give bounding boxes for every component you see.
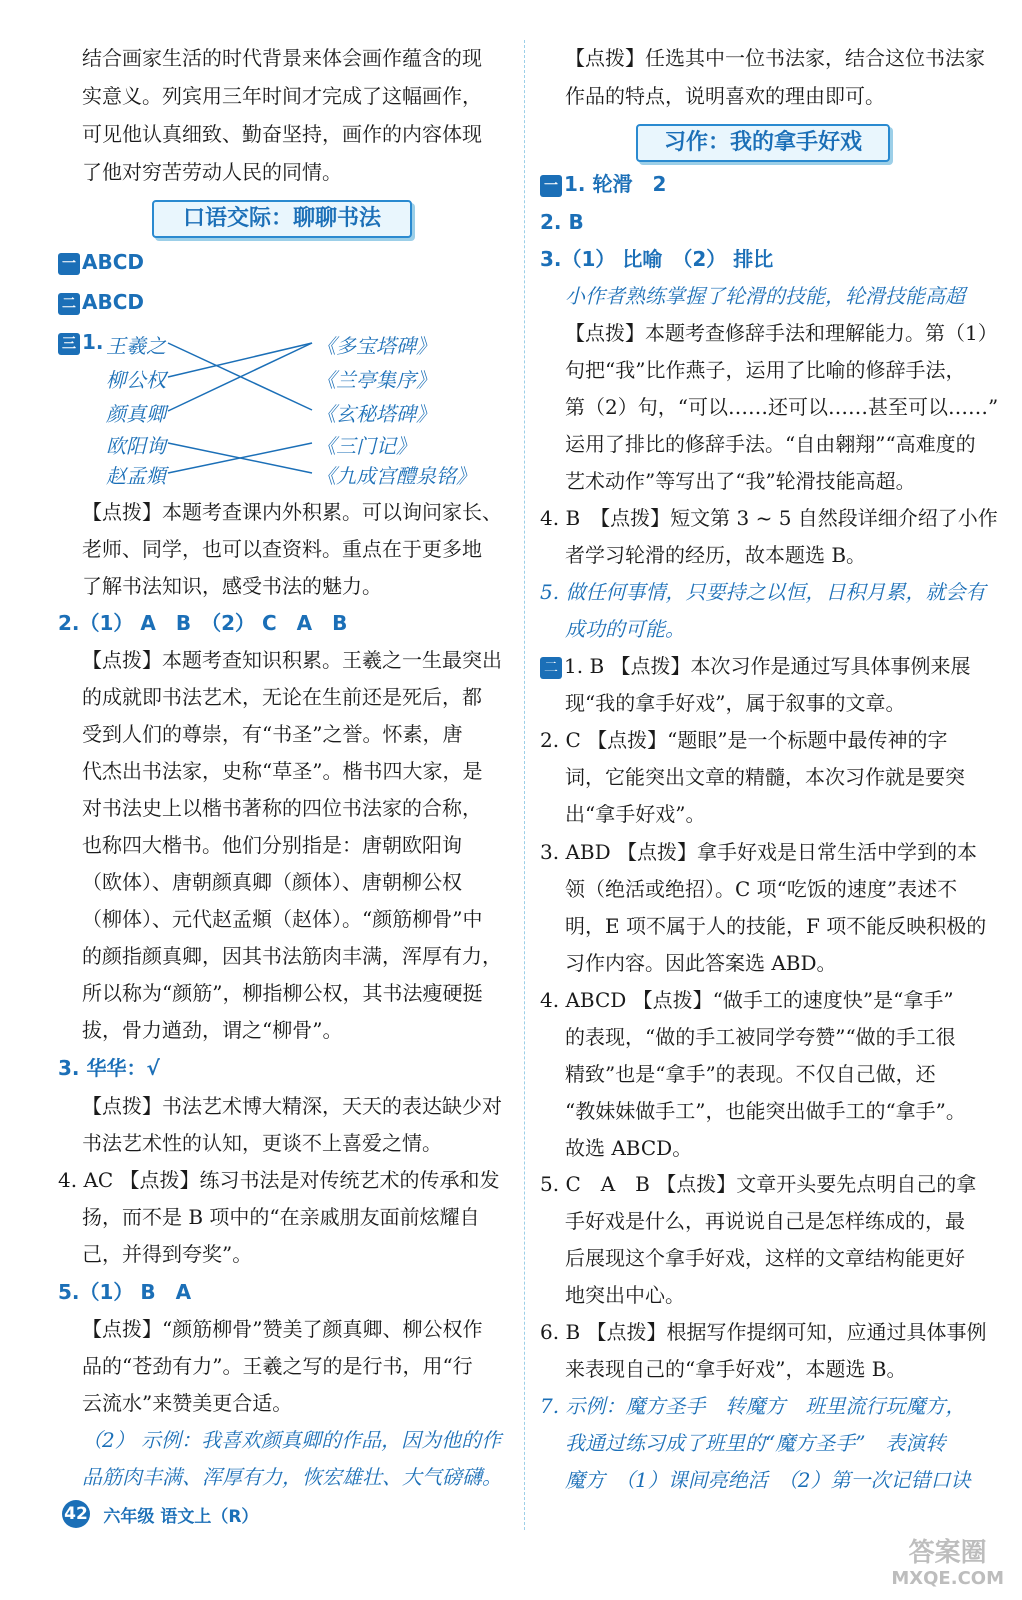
answer-text: 1. 轮滑 2 bbox=[564, 172, 667, 196]
answer-text: ABCD bbox=[82, 250, 145, 274]
section-number-icon: 二 bbox=[540, 657, 562, 679]
match-right-item: 《三门记》 bbox=[316, 434, 416, 458]
example-answer-line: 魔方 （1）课间亮绝活 （2）第一次记错口诀 bbox=[565, 1468, 971, 1492]
hint-line: 句把“我”比作燕子，运用了比喻的修辞手法， bbox=[565, 358, 966, 382]
question-4-answer: 4. AC 【点拨】练习书法是对传统艺术的传承和发 bbox=[58, 1168, 500, 1192]
hint-line: 对书法史上以楷书著称的四位书法家的合称， bbox=[82, 796, 482, 820]
hint-line: 的颜指颜真卿，因其书法筋肉丰满，浑厚有力， bbox=[82, 944, 502, 968]
para-line: 实意义。列宾用三年时间才完成了这幅画作， bbox=[82, 84, 482, 108]
question-number: 1. bbox=[82, 330, 104, 354]
hint-line: 词，它能突出文章的精髓，本次习作就是要突 bbox=[565, 765, 965, 789]
hint-line: 代杰出书法家，史称“草圣”。楷书四大家，是 bbox=[82, 759, 483, 783]
hint-line: 后展现这个拿手好戏，这样的文章结构能更好 bbox=[565, 1246, 965, 1270]
hint-line: 了解书法知识，感受书法的魅力。 bbox=[82, 574, 382, 598]
answer-line: 小作者熟练掌握了轮滑的技能，轮滑技能高超 bbox=[565, 284, 965, 308]
para-line: 了他对穷苦劳动人民的同情。 bbox=[82, 160, 342, 184]
hint-line: 【点拨】任选其中一位书法家，结合这位书法家 bbox=[565, 46, 985, 70]
hint-line: 领（绝活或绝招）。C 项“吃饭的速度”表述不 bbox=[565, 877, 958, 901]
hint-line: 运用了排比的修辞手法。“自由翱翔”“高难度的 bbox=[565, 432, 976, 456]
match-left-item: 赵孟頫 bbox=[106, 464, 166, 488]
hint-line: 者学习轮滑的经历，故本题选 B。 bbox=[565, 543, 867, 567]
section-2-q5: 5. C A B 【点拨】文章开头要先点明自己的拿 bbox=[540, 1172, 977, 1196]
example-answer-line: 我通过练习成了班里的“魔方圣手” 表演转 bbox=[565, 1431, 946, 1455]
watermark-title: 答案圈 bbox=[908, 1538, 987, 1568]
question-3-answer: 3.（1） 比喻 （2） 排比 bbox=[540, 247, 774, 271]
hint-line: 拔，骨力遒劲，谓之“柳骨”。 bbox=[82, 1018, 343, 1042]
hint-line: 【点拨】本题考查知识积累。王羲之一生最突出 bbox=[82, 648, 502, 672]
section-number-icon: 二 bbox=[58, 293, 80, 315]
hint-line: 老师、同学，也可以查资料。重点在于更多地 bbox=[82, 537, 482, 561]
hint-line: 艺术动作”等写出了“我”轮滑技能高超。 bbox=[565, 469, 916, 493]
hint-line: 地突出中心。 bbox=[565, 1283, 685, 1307]
hint-line: 第（2）句，“可以……还可以……甚至可以……” bbox=[565, 395, 999, 419]
column-divider bbox=[524, 40, 525, 1530]
hint-line: 【点拨】本题考查课内外积累。可以询问家长、 bbox=[82, 500, 502, 524]
matching-lines bbox=[0, 0, 520, 520]
match-left-item: 柳公权 bbox=[106, 368, 166, 392]
hint-line: 精致”也是“拿手”的表现。不仅自己做，还 bbox=[565, 1062, 936, 1086]
hint-line: 习作内容。因此答案选 ABD。 bbox=[565, 951, 837, 975]
para-line: 结合画家生活的时代背景来体会画作蕴含的现 bbox=[82, 46, 482, 70]
section-2-q1 bbox=[540, 648, 971, 684]
question-5-answer: 5.（1） B A bbox=[58, 1280, 192, 1304]
match-right-item: 《多宝塔碑》 bbox=[316, 334, 436, 358]
hint-line: 【点拨】书法艺术博大精深，天天的表达缺少对 bbox=[82, 1094, 502, 1118]
match-left-item: 王羲之 bbox=[106, 334, 166, 358]
section-banner-oral: 口语交际：聊聊书法 bbox=[152, 200, 412, 238]
hint-line: 的成就即书法艺术，无论在生前还是死后，都 bbox=[82, 685, 482, 709]
question-2-answer: 2. B bbox=[540, 210, 584, 234]
hint-line: 来表现自己的“拿手好戏”，本题选 B。 bbox=[565, 1357, 907, 1381]
hint-line: 【点拨】本题考查修辞手法和理解能力。第（1） bbox=[565, 321, 998, 345]
example-answer-line: （2） 示例：我喜欢颜真卿的作品，因为他的作 bbox=[82, 1428, 502, 1452]
para-line: 可见他认真细致、勤奋坚持，画作的内容体现 bbox=[82, 122, 482, 146]
section-number-icon: 一 bbox=[540, 175, 562, 197]
hint-line: 【点拨】“颜筋柳骨”赞美了颜真卿、柳公权作 bbox=[82, 1317, 483, 1341]
match-right-item: 《九成宫醴泉铭》 bbox=[316, 464, 476, 488]
hint-line: 品的“苍劲有力”。王羲之写的是行书，用“行 bbox=[82, 1354, 473, 1378]
hint-line: 所以称为“颜筋”，柳指柳公权，其书法瘦硬挺 bbox=[82, 981, 483, 1005]
match-line bbox=[168, 343, 312, 377]
hint-line: 扬，而不是 B 项中的“在亲戚朋友面前炫耀自 bbox=[82, 1205, 480, 1229]
match-right-item: 《玄秘塔碑》 bbox=[316, 402, 436, 426]
section-2-q6: 6. B 【点拨】根据写作提纲可知，应通过具体事例 bbox=[540, 1320, 987, 1344]
page-number: 42 bbox=[62, 1500, 90, 1528]
answer-line: 成功的可能。 bbox=[565, 617, 685, 641]
answer-text: ABCD bbox=[82, 290, 145, 314]
question-2-answer: 2.（1） A B （2） C A B bbox=[58, 611, 348, 635]
section-number-icon: 一 bbox=[58, 253, 80, 275]
question-3-answer: 3. 华华：√ bbox=[58, 1056, 160, 1080]
match-right-item: 《兰亭集序》 bbox=[316, 368, 436, 392]
section-2-q4: 4. ABCD 【点拨】“做手工的速度快”是“拿手” bbox=[540, 988, 954, 1012]
hint-line: 作品的特点，说明喜欢的理由即可。 bbox=[565, 84, 885, 108]
question-4-answer: 4. B 【点拨】短文第 3 ~ 5 自然段详细介绍了小作 bbox=[540, 506, 998, 530]
hint-line: 出“拿手好戏”。 bbox=[565, 802, 706, 826]
hint-line: （欧体）、唐朝颜真卿（颜体）、唐朝柳公权 bbox=[82, 870, 462, 894]
watermark-url: MXQE.COM bbox=[891, 1568, 1004, 1589]
answer-text: 1. B 【点拨】本次习作是通过写具体事例来展 bbox=[564, 654, 971, 678]
hint-line: 云流水”来赞美更合适。 bbox=[82, 1391, 293, 1415]
answer-section-1 bbox=[540, 166, 666, 202]
hint-line: “教妹妹做手工”，也能突出做手工的“拿手”。 bbox=[565, 1099, 966, 1123]
page-footer bbox=[62, 1500, 258, 1532]
section-number-icon: 三 bbox=[58, 333, 80, 355]
hint-line: 明，E 项不属于人的技能，F 项不能反映积极的 bbox=[565, 914, 987, 938]
hint-line: 也称四大楷书。他们分别指是：唐朝欧阳询 bbox=[82, 833, 462, 857]
watermark bbox=[891, 1538, 1004, 1590]
hint-line: 己，并得到夸奖”。 bbox=[82, 1242, 253, 1266]
hint-line: 书法艺术性的认知，更谈不上喜爱之情。 bbox=[82, 1131, 442, 1155]
hint-line: 受到人们的尊崇，有“书圣”之誉。怀素，唐 bbox=[82, 722, 463, 746]
section-2-q7: 7. 示例：魔方圣手 转魔方 班里流行玩魔方， bbox=[540, 1394, 966, 1418]
hint-line: 故选 ABCD。 bbox=[565, 1136, 693, 1160]
hint-line: 手好戏是什么，再说说自己是怎样练成的，最 bbox=[565, 1209, 965, 1233]
match-left-item: 欧阳询 bbox=[106, 434, 166, 458]
hint-line: 现“我的拿手好戏”，属于叙事的文章。 bbox=[565, 691, 906, 715]
section-2-q3: 3. ABD 【点拨】拿手好戏是日常生活中学到的本 bbox=[540, 840, 977, 864]
hint-line: （柳体）、元代赵孟頫（赵体）。“颜筋柳骨”中 bbox=[82, 907, 483, 931]
section-2-q2: 2. C 【点拨】“题眼”是一个标题中最传神的字 bbox=[540, 728, 948, 752]
question-5-answer: 5. 做任何事情，只要持之以恒，日积月累，就会有 bbox=[540, 580, 986, 604]
match-left-item: 颜真卿 bbox=[106, 402, 166, 426]
book-grade-label: 六年级 语文上（R） bbox=[103, 1506, 259, 1527]
hint-line: 的表现，“做的手工被同学夸赞”“做的手工很 bbox=[565, 1025, 956, 1049]
example-answer-line: 品筋肉丰满、浑厚有力，恢宏雄壮、大气磅礴。 bbox=[82, 1465, 502, 1489]
section-banner-writing: 习作：我的拿手好戏 bbox=[636, 124, 890, 162]
